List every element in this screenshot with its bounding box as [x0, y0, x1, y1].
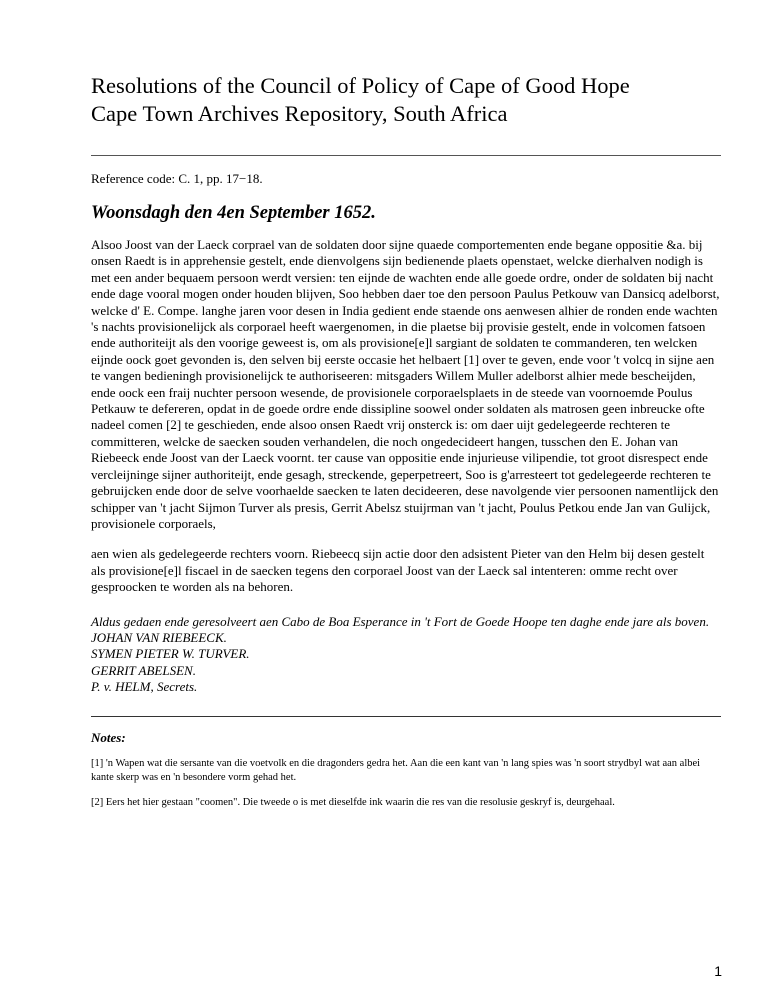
date-heading: Woonsdagh den 4en September 1652.	[91, 203, 376, 223]
signatory-4: P. v. HELM, Secrets.	[91, 679, 198, 695]
signatory-2: SYMEN PIETER W. TURVER.	[91, 646, 250, 662]
footnote-2: [2] Eers het hier gestaan "coomen". Die tweede o is met dieselfde ink waarin die res van die resolusie geskryf is, deurgehaal.	[91, 796, 615, 808]
body-paragraph-1: Alsoo Joost van der Laeck corprael van de soldaten door sijne quaede comportementen ende begane oppositie &a. bij onsen Raedt is in apprehensie gestelt, ende dienvolgens sijn bedienende plaets openstaet, welcke dierhalven nodigh is met een ander bequaem persoon werdt versien: ten eijnde de wachten ende alle goede ordre, onder de soldaten bij nacht ende dage vooral mogen onder houden blijven, Soo hebben daer toe den persoon Paulus Petkouw van Dansicq adelborst, welcke d' E. Compe. langhe jaren voor desen in India gedient ende staende ons aenwesen alhier de ronden ende wachten 's nachts provisionelijck als corporael heeft waergenomen, in die plaetse bij provisie gestelt, ende in volcomen fatsoen ende authoriteijt als den voorige geweest is, om als provisione[e]l sargiant de soldaten te commanderen, ten welcken eijnde oock goet gevonden is, den selven bij eerste occasie het helbaert [1] over te geven, ende voor 't volcq in sijne aen te vangen bedieningh provisionelijck te authoriseeren: mitsgaders Willem Muller adelborst alhier mede bescheijden, ende oock een fraij nuchter persoon wesende, de provisionele corporaelsplaets in de steede van voornoemde Poulus Petkauw te defereren, opdat in de goede ordre ende dissipline soowel onder soldaten als matrosen geen inbreucke ofte nadeel comen [2] te geschieden, ende alsoo onsen Raedt vrij onsterck is: om daer uijt gedelegeerde rechteren te committeren, welcke de saecken souden verhandelen, die noch ongedecideert hangen, tusschen den E. Johan van Riebeeck ende Joost van der Laeck voornt. ter cause van oppositie ende injurieuse vilipendie, tot groot disrespect ende vercleijninge sijner authoriteijt, ende gesagh, streckende, geperpetreert, Soo is g'arresteert tot gedelegeerde rechteren te gebruijcken ende door de selve voorhaelde saecken te laten decideeren, dese navolgende vier persoonen namentlijck den schipper van 't jacht Sijmon Turver als presis, Gerrit Abelsz stuijrman van 't jacht, Poulus Petkou ende Jan van Gulijck, provisionele corporaels,	[91, 237, 720, 531]
body-paragraph-2: aen wien als gedelegeerde rechters voorn. Riebeecq sijn actie door den adsistent Pieter van den Helm bij desen gestelt als provisione[e]l fiscael in de saecken tegens den corporael Joost van der Laeck sal intenteren: omme recht over gesproocken te worden als na behoren.	[91, 546, 705, 595]
document-title	[91, 72, 721, 128]
reference-code: Reference code: C. 1, pp. 17−18.	[91, 171, 263, 186]
closing-block	[91, 614, 721, 696]
page-number: 1	[714, 963, 722, 979]
signatory-1: JOHAN VAN RIEBEECK.	[91, 629, 227, 645]
closing-statement: Aldus gedaen ende geresolveert aen Cabo de Boa Esperance in 't Fort de Goede Hoope ten daghe ende jare als boven.	[91, 613, 710, 629]
notes-heading: Notes:	[91, 729, 126, 745]
signatory-3: GERRIT ABELSEN.	[91, 662, 196, 678]
notes-divider	[91, 716, 721, 717]
title-line-1: Resolutions of the Council of Policy of Cape of Good Hope	[91, 73, 630, 98]
document-page	[91, 72, 721, 810]
footnote-1: [1] 'n Wapen wat die sersante van die voetvolk en die dragonders gedra het. Aan die een kant van 'n lang spies was 'n soort strydbyl wat aan albei kante skerp was en 'n besondere vorm gehad het.	[91, 757, 701, 783]
header-divider	[91, 155, 721, 156]
title-line-2: Cape Town Archives Repository, South Africa	[91, 101, 508, 126]
